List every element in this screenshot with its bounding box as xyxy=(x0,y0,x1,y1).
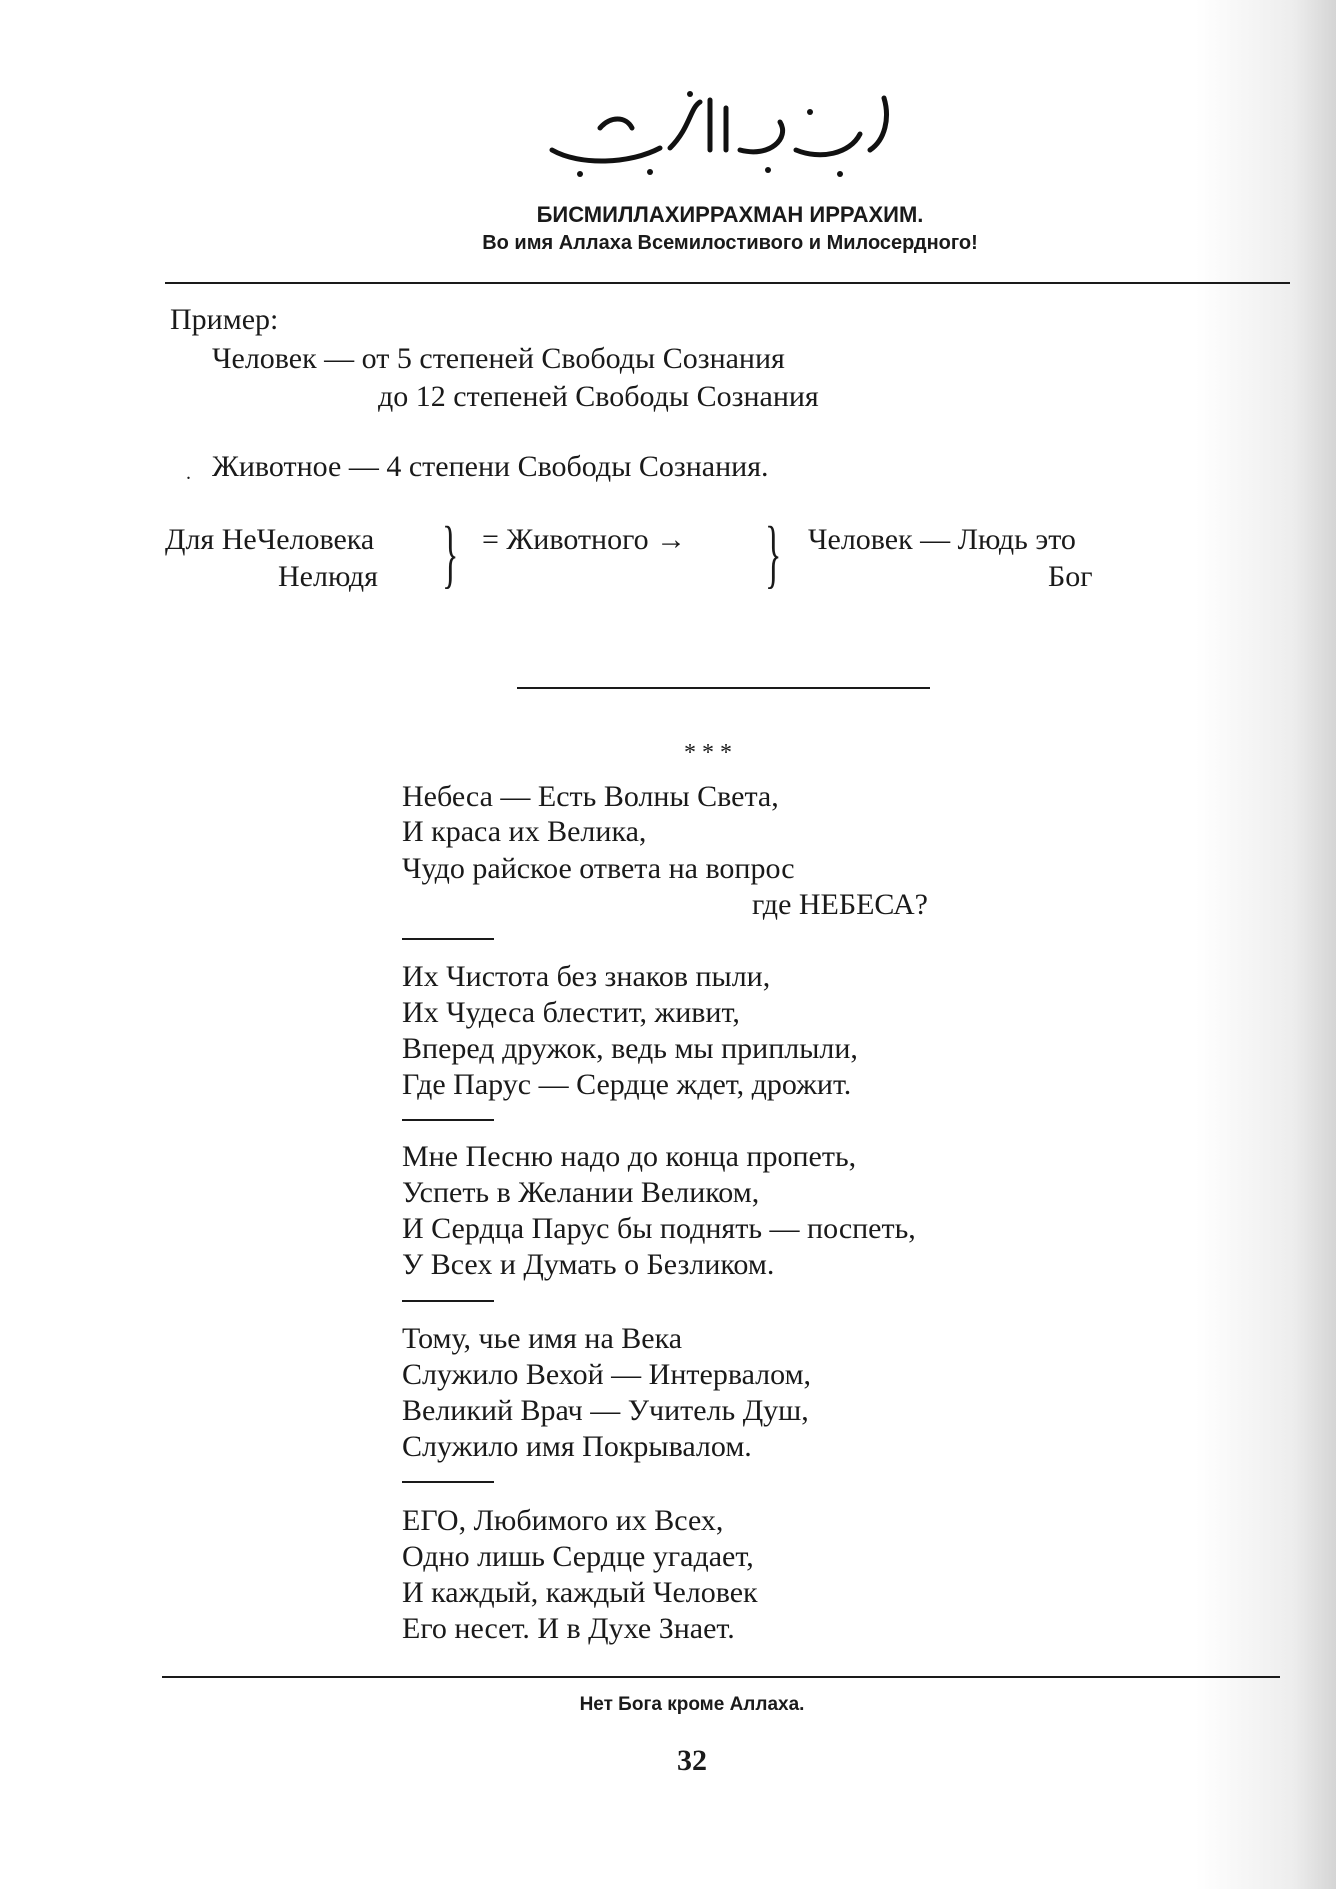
header-subtitle: Во имя Аллаха Всемилостивого и Милосердного! xyxy=(482,232,978,254)
poem-line: И каждый, каждый Человек xyxy=(402,1576,758,1609)
example-right-bottom: Бог xyxy=(1048,560,1093,593)
poem-line: Их Чистота без знаков пыли, xyxy=(402,960,771,993)
bismillah-calligraphy xyxy=(540,88,900,180)
right-brace-left: } xyxy=(442,512,459,596)
header-title: БИСМИЛЛАХИРРАХМАН ИРРАХИМ. xyxy=(536,202,924,227)
poem-line: где НЕБЕСА? xyxy=(752,888,928,921)
stanza-divider xyxy=(402,1119,494,1121)
poem-line: Его несет. И в Духе Знает. xyxy=(402,1612,735,1645)
example-left-bottom: Нелюдя xyxy=(278,560,378,593)
poem-line: Одно лишь Сердце угадает, xyxy=(402,1540,754,1573)
poem-line: Служило Вехой — Интервалом, xyxy=(402,1358,812,1391)
poem-line: Мне Песню надо до конца пропеть, xyxy=(402,1140,857,1173)
footer-text: Нет Бога кроме Аллаха. xyxy=(579,1694,805,1715)
poem-line: Их Чудеса блестит, живит, xyxy=(402,996,740,1029)
stanza-divider xyxy=(402,938,494,940)
poem-line: И краса их Велика, xyxy=(402,815,647,848)
example-line-range: до 12 степеней Свободы Сознания xyxy=(378,380,819,413)
example-middle: = Животного → xyxy=(482,523,687,556)
poem-stars: * * * xyxy=(684,740,732,766)
footer-rule xyxy=(162,1676,1280,1678)
page-number: 32 xyxy=(677,1744,707,1777)
example-right-top: Человек — Людь это xyxy=(808,523,1076,556)
stanza-divider xyxy=(402,1481,494,1483)
poem-line: Великий Врач — Учитель Душ, xyxy=(402,1394,809,1427)
example-heading: Пример: xyxy=(170,303,279,336)
poem-line: Служило имя Покрывалом. xyxy=(402,1430,752,1463)
poem-line: Успеть в Желании Великом, xyxy=(402,1176,760,1209)
poem-line: Тому, чье имя на Века xyxy=(402,1322,683,1355)
poem-line: И Сердца Парус бы поднять — поспеть, xyxy=(402,1212,916,1245)
poem-line: Вперед дружок, ведь мы приплыли, xyxy=(402,1032,858,1065)
poem-line: ЕГО, Любимого их Всех, xyxy=(402,1504,724,1537)
header-rule xyxy=(165,282,1290,284)
poem-line: Чудо райское ответа на вопрос xyxy=(402,852,795,885)
example-line-human: Человек — от 5 степеней Свободы Сознания xyxy=(212,342,785,375)
stanza-divider xyxy=(402,1300,494,1302)
poem-line: У Всех и Думать о Безликом. xyxy=(402,1248,775,1281)
poem-line: Небеса — Есть Волны Света, xyxy=(402,780,779,813)
bullet-dot: . xyxy=(186,462,191,484)
example-left-top: Для НеЧеловека xyxy=(165,523,375,556)
section-divider xyxy=(517,687,930,689)
right-brace-right: } xyxy=(765,512,782,596)
example-line-animal: Животное — 4 степени Свободы Сознания. xyxy=(212,450,769,483)
poem-line: Где Парус — Сердце ждет, дрожит. xyxy=(402,1068,852,1101)
